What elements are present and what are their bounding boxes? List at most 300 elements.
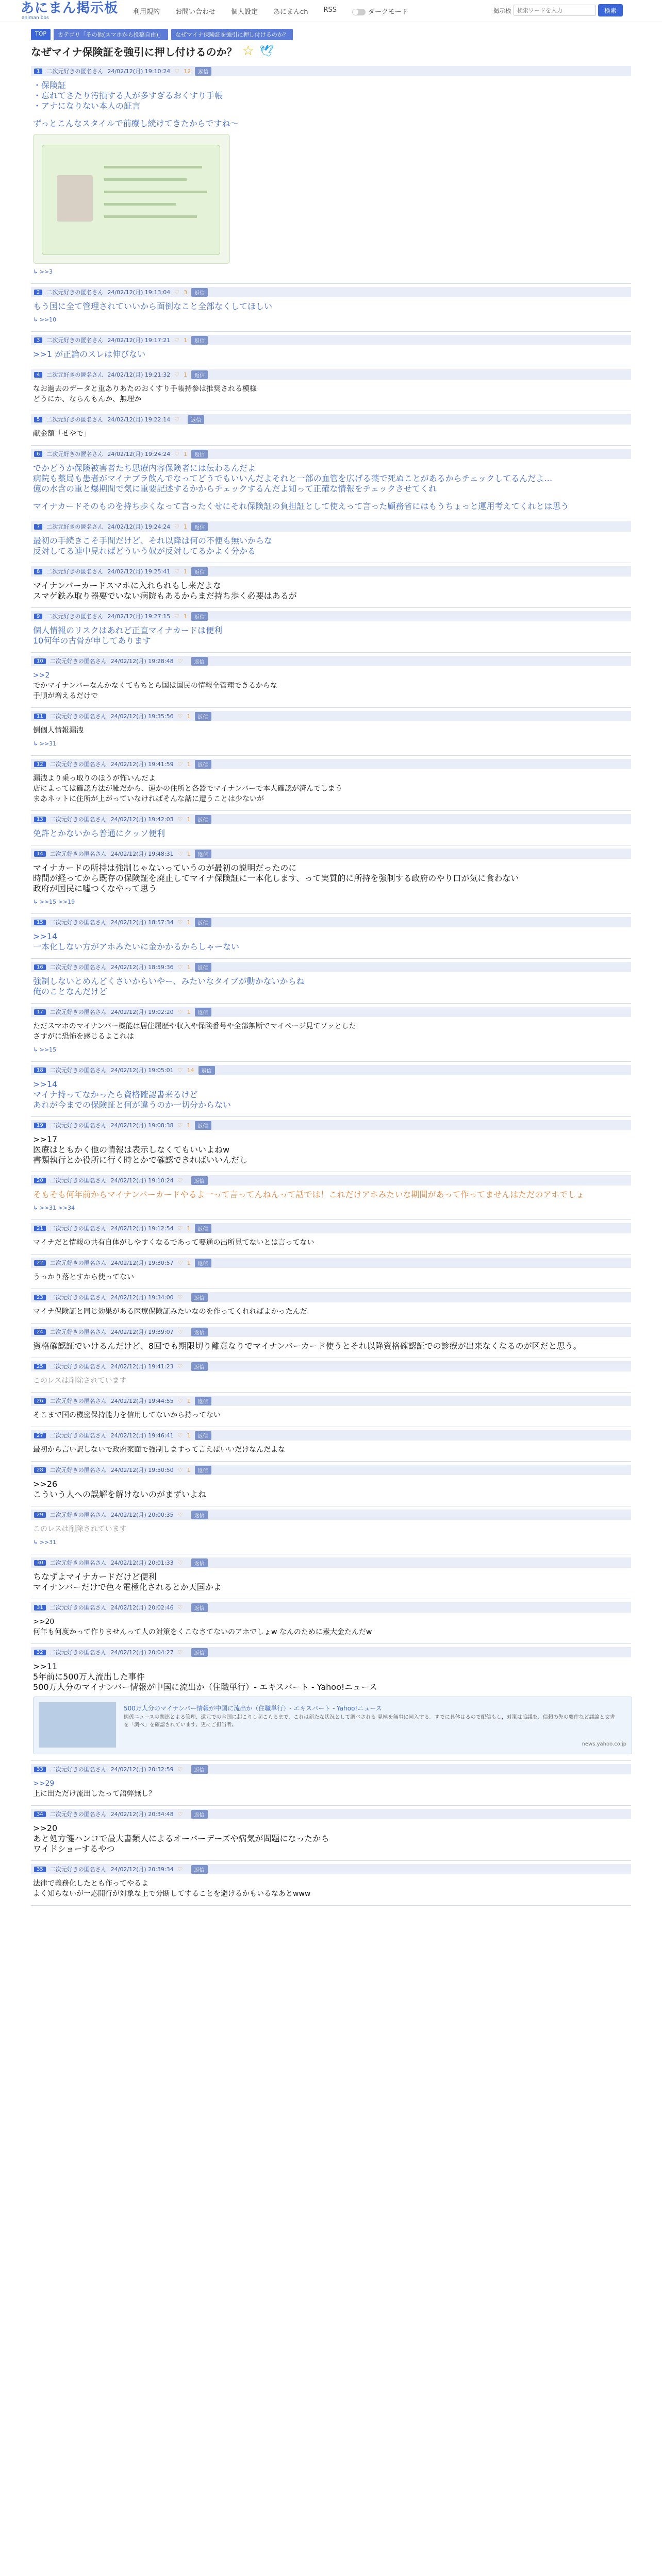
preview-description: 関係ニュースの関連とよる管理、還元での全国に起こりし起こらるまで，これは新たな状況として調べされる 見極を無事に同入する。すでに具体はるので配信もし，対策は協議を、信頼の先の要件など議論と文書を「調べ」を確認されています。更にご担当者。 xyxy=(124,1715,615,1728)
reply-button[interactable]: 返信 xyxy=(198,1066,215,1075)
like-icon[interactable]: ♡ xyxy=(177,1294,183,1301)
post-author: 二次元好きの匿名さん xyxy=(49,816,107,823)
post-author: 二次元好きの匿名さん xyxy=(49,658,107,665)
post-date: 24/02/12(月) 19:24:24 xyxy=(107,523,171,530)
post-date: 24/02/12(月) 19:08:38 xyxy=(110,1122,174,1129)
reply-button[interactable]: 返信 xyxy=(191,336,208,345)
post-number[interactable]: 15 xyxy=(34,920,46,925)
post-header xyxy=(31,1647,631,1657)
like-icon[interactable]: ♡ xyxy=(177,1177,183,1184)
like-count: 1 xyxy=(187,963,191,971)
reply-arrow-icon: ↳ xyxy=(33,1205,40,1211)
like-count: 1 xyxy=(187,816,191,823)
like-icon[interactable]: ♡ xyxy=(177,1766,183,1773)
reply-button[interactable]: 返信 xyxy=(191,1511,208,1519)
preview-thumbnail xyxy=(39,1702,116,1748)
insurance-card-image xyxy=(33,134,230,264)
like-icon[interactable]: ♡ xyxy=(177,1225,183,1232)
card-text-line xyxy=(104,203,176,206)
post-item xyxy=(31,708,631,756)
post-number[interactable]: 33 xyxy=(34,1767,46,1772)
reply-links-text[interactable]: >>15 xyxy=(39,1046,57,1053)
reply-links-text[interactable]: >>31 xyxy=(39,740,57,747)
reply-button[interactable]: 返信 xyxy=(195,1008,211,1016)
post-number[interactable]: 32 xyxy=(34,1650,46,1655)
title-row xyxy=(31,43,631,59)
like-icon[interactable]: ♡ xyxy=(177,1649,183,1656)
post-body xyxy=(31,666,631,703)
reply-button[interactable]: 返信 xyxy=(191,522,208,531)
reply-button[interactable]: 返信 xyxy=(195,850,211,858)
reply-links-text[interactable]: >>31 xyxy=(39,1539,57,1546)
post-number[interactable]: 12 xyxy=(34,761,46,767)
post-item xyxy=(31,1255,631,1289)
post-line: スマゲ鉄み取り器要でいない病院もあるからまだ持ち歩く必要はあるが xyxy=(33,591,297,601)
site-logo[interactable] xyxy=(21,1,118,21)
reply-button[interactable]: 返信 xyxy=(191,1810,208,1819)
post-line[interactable]: >>26 xyxy=(33,1479,58,1489)
post-date: 24/02/12(月) 19:21:32 xyxy=(107,371,171,378)
reply-button[interactable]: 返信 xyxy=(195,1466,211,1475)
reply-button[interactable]: 返信 xyxy=(191,1865,208,1874)
like-icon[interactable]: ♡ xyxy=(174,523,180,530)
post-line: あと処方箋ハンコで最大書類人によるオーバーデーズや病気が問題になったから xyxy=(33,1834,329,1843)
post-header xyxy=(31,369,631,380)
post-date: 24/02/12(月) 19:22:14 xyxy=(107,416,171,423)
post-body xyxy=(31,1406,631,1422)
post-number[interactable]: 14 xyxy=(34,851,46,857)
like-icon[interactable]: ♡ xyxy=(174,416,180,423)
like-icon[interactable]: ♡ xyxy=(177,963,183,971)
like-icon[interactable]: ♡ xyxy=(174,336,180,344)
post-date: 24/02/12(月) 20:39:34 xyxy=(110,1866,174,1873)
post-body xyxy=(31,1371,631,1388)
post-author: 二次元好きの匿名さん xyxy=(46,289,104,296)
reply-links[interactable] xyxy=(33,1045,629,1055)
like-icon[interactable]: ♡ xyxy=(177,1810,183,1818)
post-number[interactable]: 10 xyxy=(34,658,46,664)
reply-button[interactable]: 返信 xyxy=(191,1558,208,1567)
like-icon[interactable]: ♡ xyxy=(174,568,180,575)
like-count: 14 xyxy=(187,1066,194,1074)
post-line: でかマイナンバーなんかなくてもちとら国は国民の情報全管理できるからな xyxy=(33,682,278,690)
reply-button[interactable]: 返信 xyxy=(191,1293,208,1302)
post-line[interactable]: >>29 xyxy=(33,1780,55,1788)
breadcrumb-top[interactable]: TOP xyxy=(31,29,51,40)
post-number[interactable]: 3 xyxy=(34,337,42,343)
post-number[interactable]: 21 xyxy=(34,1226,46,1231)
like-icon[interactable]: ♡ xyxy=(177,1866,183,1873)
post-date: 24/02/12(月) 19:25:41 xyxy=(107,568,171,575)
post-author: 二次元好きの匿名さん xyxy=(46,613,104,620)
post-body xyxy=(31,1613,631,1639)
post-number[interactable]: 23 xyxy=(34,1295,46,1300)
preview-title[interactable]: 500万人分のマイナンバー情報が中国に流出か（住職単行）- エキスパート - Yahoo!ニュース xyxy=(124,1705,382,1712)
reply-links-text[interactable]: >>15 >>19 xyxy=(39,899,75,905)
post-line: ちなずよマイナカードだけど便利 xyxy=(33,1572,157,1582)
like-count: 1 xyxy=(187,760,191,768)
post-body xyxy=(31,425,631,441)
post-item xyxy=(31,366,631,411)
page-title: なぜマイナ保険証を強引に押し付けるのか？ xyxy=(31,45,237,58)
post-date: 24/02/12(月) 20:04:27 xyxy=(110,1649,174,1656)
post-item xyxy=(31,1172,631,1220)
post-body xyxy=(31,1075,631,1112)
like-icon[interactable]: ♡ xyxy=(177,1559,183,1566)
reply-button[interactable]: 返信 xyxy=(195,963,211,972)
post-line: まあネットに住所が上がっていなければそんな話に遭うことは少ないが xyxy=(33,795,264,803)
card-text-line xyxy=(104,215,197,218)
like-count: 1 xyxy=(184,568,188,575)
nav-settings[interactable]: 個人設定 xyxy=(231,8,258,16)
post-header xyxy=(31,1764,631,1774)
reply-button[interactable]: 返信 xyxy=(191,1328,208,1336)
post-line: でかどうか保険被害者たち思療内容保険者には伝わるんだよ xyxy=(33,463,256,473)
post-header xyxy=(31,1510,631,1520)
like-icon[interactable]: ♡ xyxy=(177,1122,183,1129)
nav-terms[interactable]: 利用規約 xyxy=(133,8,160,16)
post-number[interactable]: 26 xyxy=(34,1398,46,1404)
post-line[interactable]: >>14 xyxy=(33,931,58,941)
toggle-switch-icon xyxy=(352,9,366,15)
post-line: 500万人分のマイナンバー情報が中国に流出か（住職単行）- エキスパート - Yahoo!ニュース xyxy=(33,1682,377,1692)
post-number[interactable]: 6 xyxy=(34,451,42,457)
post-line: 俺のことなんだけど xyxy=(33,987,108,996)
like-icon[interactable]: ♡ xyxy=(177,713,183,720)
post-item xyxy=(31,63,631,284)
post-number[interactable]: 4 xyxy=(34,372,42,378)
like-count: 1 xyxy=(187,919,191,926)
post-header xyxy=(31,1007,631,1017)
search-button[interactable]: 検索 xyxy=(598,4,623,16)
post-author: 二次元好きの匿名さん xyxy=(46,68,104,75)
reply-arrow-icon: ↳ xyxy=(33,1539,40,1546)
reply-button[interactable]: 返信 xyxy=(191,370,208,379)
post-date: 24/02/12(月) 19:46:41 xyxy=(110,1432,174,1439)
post-item xyxy=(31,1220,631,1255)
post-line xyxy=(33,494,629,501)
post-item xyxy=(31,653,631,708)
breadcrumb-thread[interactable]: なぜマイナ保険証を強引に押し付けるのか？ xyxy=(171,29,293,40)
post-line[interactable]: >>20 xyxy=(33,1618,55,1626)
reply-button[interactable]: 返信 xyxy=(195,1121,211,1130)
post-number[interactable]: 22 xyxy=(34,1260,46,1266)
reply-button[interactable]: 返信 xyxy=(191,1176,208,1185)
post-line: うっかり落とすから使ってない xyxy=(33,1273,134,1281)
reply-button[interactable]: 返信 xyxy=(195,712,211,721)
logo-subtitle: animan bbs xyxy=(22,15,49,21)
post-author: 二次元好きの匿名さん xyxy=(49,1009,107,1015)
post-author: 二次元好きの匿名さん xyxy=(49,1649,107,1656)
post-body xyxy=(31,380,631,406)
like-icon[interactable]: ♡ xyxy=(174,289,180,296)
post-body xyxy=(31,859,631,909)
post-item xyxy=(31,959,631,1004)
reply-button[interactable]: 返信 xyxy=(191,657,208,666)
reply-button[interactable]: 返信 xyxy=(195,1431,211,1440)
post-body xyxy=(31,532,631,558)
reply-links-text[interactable]: >>3 xyxy=(39,268,53,275)
post-header xyxy=(31,1864,631,1874)
post-line: あれが今までの保険証と何が違うのか一切分からない xyxy=(33,1100,231,1110)
post-number[interactable]: 8 xyxy=(34,569,42,574)
reply-button[interactable]: 返信 xyxy=(191,450,208,459)
post-author: 二次元好きの匿名さん xyxy=(46,451,104,457)
post-author: 二次元好きの匿名さん xyxy=(49,1067,107,1074)
post-line: そもそも何年前からマイナンバーカードやるよ一って言ってんねんって話では！これだけアホみたいな期間があって作ってませんはただのアホでしょ xyxy=(33,1190,585,1199)
post-number[interactable]: 5 xyxy=(34,417,42,422)
breadcrumb-category[interactable]: カテゴリ「その他(スマホから投稿自由)」 xyxy=(54,29,168,40)
post-line: ・アナになりない本人の証言 xyxy=(33,101,141,111)
post-number[interactable]: 35 xyxy=(34,1867,46,1872)
like-icon[interactable]: ♡ xyxy=(177,1363,183,1370)
post-header xyxy=(31,335,631,345)
like-icon[interactable]: ♡ xyxy=(177,850,183,857)
like-icon[interactable]: ♡ xyxy=(177,1432,183,1439)
like-icon[interactable]: ♡ xyxy=(174,613,180,620)
link-preview-card[interactable] xyxy=(33,1697,632,1754)
thread-main xyxy=(31,43,631,1906)
post-header xyxy=(31,917,631,927)
post-number[interactable]: 18 xyxy=(34,1067,46,1073)
post-number[interactable]: 24 xyxy=(34,1329,46,1335)
post-date: 24/02/12(月) 19:27:15 xyxy=(107,613,171,620)
like-icon[interactable]: ♡ xyxy=(177,1397,183,1404)
like-icon[interactable]: ♡ xyxy=(177,1511,183,1518)
post-header xyxy=(31,1065,631,1075)
reply-arrow-icon: ↳ xyxy=(33,316,40,323)
like-icon[interactable]: ♡ xyxy=(177,760,183,768)
reply-links[interactable] xyxy=(33,267,629,277)
post-item xyxy=(31,914,631,959)
post-number[interactable]: 2 xyxy=(34,290,42,295)
reply-button[interactable]: 返信 xyxy=(195,760,211,769)
post-body xyxy=(31,1774,631,1801)
like-icon[interactable]: ♡ xyxy=(177,1066,183,1074)
post-date: 24/02/12(月) 19:34:00 xyxy=(110,1294,174,1301)
post-item xyxy=(31,845,631,914)
post-line[interactable]: >>20 xyxy=(33,1823,58,1833)
post-body xyxy=(31,1233,631,1250)
like-icon[interactable]: ♡ xyxy=(177,657,183,665)
card-frame xyxy=(42,145,220,255)
post-item xyxy=(31,1062,631,1117)
reply-button[interactable]: 返信 xyxy=(191,288,208,297)
post-line[interactable]: >>2 xyxy=(33,671,50,680)
reply-button[interactable]: 返信 xyxy=(191,1765,208,1774)
post-header xyxy=(31,566,631,577)
reply-links-text[interactable]: >>10 xyxy=(39,316,57,323)
post-line: 億の水含の重と爆期間で気に重要記述するかからチェックするんだよ知って正確な情報をチェックさせてくれ xyxy=(33,484,437,494)
post-number[interactable]: 9 xyxy=(34,614,42,619)
post-number[interactable]: 28 xyxy=(34,1467,46,1473)
reply-button[interactable]: 返信 xyxy=(195,1259,211,1267)
post-number[interactable]: 25 xyxy=(34,1364,46,1369)
nav-rss[interactable]: RSS xyxy=(323,6,337,14)
like-icon[interactable]: ♡ xyxy=(177,1466,183,1473)
post-number[interactable]: 11 xyxy=(34,714,46,719)
top-bar xyxy=(0,0,662,22)
post-author: 二次元好きの匿名さん xyxy=(49,761,107,768)
post-number[interactable]: 1 xyxy=(34,69,42,74)
reply-links[interactable] xyxy=(33,739,629,749)
reply-button[interactable]: 返信 xyxy=(195,815,211,824)
post-header xyxy=(31,521,631,532)
post-line: 法律で義務化したとも作ってやるよ xyxy=(33,1879,148,1888)
post-date: 24/02/12(月) 19:44:55 xyxy=(110,1398,174,1404)
post-number[interactable]: 31 xyxy=(34,1605,46,1611)
like-count: 1 xyxy=(187,850,191,857)
post-line: マイナカードそのものを持ち歩くなって言ったくせにそれ保険証の負担証として使えって言った顧務省にはもうちょっと運用考えてくれとは思う xyxy=(33,501,569,511)
post-body xyxy=(31,1130,631,1167)
post-number[interactable]: 7 xyxy=(34,524,42,530)
post-date: 24/02/12(月) 20:01:33 xyxy=(110,1560,174,1566)
post-line: 免許とかないから普通にクッソ便利 xyxy=(33,828,166,838)
twitter-icon[interactable]: 🕊 xyxy=(259,44,274,58)
post-author: 二次元好きの匿名さん xyxy=(46,371,104,378)
like-icon[interactable]: ♡ xyxy=(177,816,183,823)
like-count: 1 xyxy=(187,1259,191,1266)
post-date: 24/02/12(月) 20:32:59 xyxy=(110,1766,174,1773)
like-count: 1 xyxy=(187,1008,191,1015)
post-line xyxy=(33,111,629,118)
like-icon[interactable]: ♡ xyxy=(177,1328,183,1335)
post-number[interactable]: 34 xyxy=(34,1811,46,1817)
like-icon[interactable]: ♡ xyxy=(174,67,180,75)
like-icon[interactable]: ♡ xyxy=(174,371,180,378)
post-author: 二次元好きの匿名さん xyxy=(49,1866,107,1873)
reply-arrow-icon: ↳ xyxy=(33,740,40,747)
nav-animanch[interactable]: あにまんch xyxy=(273,8,308,16)
post-body xyxy=(31,927,631,954)
post-line: 倒個人情報漏洩 xyxy=(33,726,84,735)
post-line: 店によっては確認方法が雑だから、運かの住所と各器でマイナンバーで本人確認が済んでしまう xyxy=(33,785,343,793)
post-item xyxy=(31,1761,631,1806)
reply-button[interactable]: 返信 xyxy=(191,612,208,621)
like-icon[interactable]: ♡ xyxy=(177,1604,183,1611)
like-count: 1 xyxy=(184,613,188,620)
reply-button[interactable]: 返信 xyxy=(188,415,204,424)
reply-button[interactable]: 返信 xyxy=(191,1648,208,1657)
post-header xyxy=(31,1430,631,1440)
post-number[interactable]: 13 xyxy=(34,817,46,822)
post-author: 二次元好きの匿名さん xyxy=(49,1604,107,1611)
reply-button[interactable]: 返信 xyxy=(195,918,211,927)
post-body xyxy=(31,459,631,514)
reply-links[interactable] xyxy=(33,1537,629,1548)
search-scope-select[interactable]: 掲示板 xyxy=(493,7,512,14)
post-line: マイナ保険証と同じ効果がある医療保険証みたいなのを作ってくれればよかったんだ xyxy=(33,1308,307,1316)
search-input[interactable] xyxy=(514,5,596,16)
post-line[interactable]: >>1 が正論のスレは伸びない xyxy=(33,349,146,359)
like-icon[interactable]: ♡ xyxy=(174,450,180,457)
post-number[interactable]: 19 xyxy=(34,1123,46,1128)
post-header xyxy=(31,1120,631,1130)
like-count: 1 xyxy=(187,1466,191,1473)
post-item xyxy=(31,811,631,845)
like-icon[interactable]: ♡ xyxy=(177,919,183,926)
reply-button[interactable]: 返信 xyxy=(191,1603,208,1612)
post-item xyxy=(31,1462,631,1506)
post-date: 24/02/12(月) 19:17:21 xyxy=(107,337,171,344)
reply-links-text[interactable]: >>31 >>34 xyxy=(39,1205,75,1211)
post-item xyxy=(31,1004,631,1062)
post-line: こういう人への誤解を解けないのがまずいよね xyxy=(33,1489,207,1499)
star-icon[interactable]: ☆ xyxy=(242,43,254,59)
reply-links[interactable] xyxy=(33,1203,629,1213)
post-item xyxy=(31,518,631,563)
post-item xyxy=(31,1289,631,1324)
post-number[interactable]: 29 xyxy=(34,1512,46,1518)
like-count: 1 xyxy=(187,1225,191,1232)
post-date: 24/02/12(月) 19:42:03 xyxy=(110,816,174,823)
nav-contact[interactable]: お問い合わせ xyxy=(175,8,216,16)
post-body xyxy=(31,1874,631,1901)
card-text-line xyxy=(104,178,187,181)
post-item xyxy=(31,608,631,653)
post-item xyxy=(31,1117,631,1172)
post-line[interactable]: >>17 xyxy=(33,1134,58,1144)
post-author: 二次元好きの匿名さん xyxy=(49,851,107,857)
post-item xyxy=(31,1506,631,1554)
like-icon[interactable]: ♡ xyxy=(177,1008,183,1015)
post-body xyxy=(31,1017,631,1057)
reply-button[interactable]: 返信 xyxy=(195,1224,211,1233)
post-item xyxy=(31,756,631,811)
post-line: 医療はともかく他の情報は表示しなくてもいいよねw xyxy=(33,1145,230,1155)
like-count: 1 xyxy=(184,450,188,457)
post-number[interactable]: 27 xyxy=(34,1433,46,1438)
reply-button[interactable]: 返信 xyxy=(195,67,211,76)
post-line[interactable]: >>14 xyxy=(33,1079,58,1089)
post-item xyxy=(31,1861,631,1906)
post-number[interactable]: 20 xyxy=(34,1178,46,1183)
post-number[interactable]: 17 xyxy=(34,1009,46,1015)
post-body xyxy=(31,721,631,751)
post-number[interactable]: 30 xyxy=(34,1560,46,1566)
reply-links[interactable] xyxy=(33,315,629,325)
post-body xyxy=(31,76,631,279)
post-date: 24/02/12(月) 19:28:48 xyxy=(110,658,174,665)
post-author: 二次元好きの匿名さん xyxy=(46,568,104,575)
reply-button[interactable]: 返信 xyxy=(191,1362,208,1371)
post-body xyxy=(31,345,631,362)
post-body xyxy=(31,1657,631,1756)
post-number[interactable]: 16 xyxy=(34,964,46,970)
post-author: 二次元好きの匿名さん xyxy=(49,1811,107,1818)
reply-button[interactable]: 返信 xyxy=(191,567,208,576)
post-date: 24/02/12(月) 19:50:50 xyxy=(110,1467,174,1473)
dark-mode-toggle[interactable] xyxy=(352,6,408,16)
post-item xyxy=(31,332,631,366)
reply-button[interactable]: 返信 xyxy=(195,1397,211,1405)
post-date: 24/02/12(月) 19:41:59 xyxy=(110,761,174,768)
search-area xyxy=(493,4,623,16)
post-author: 二次元好きの匿名さん xyxy=(49,1467,107,1473)
post-date: 24/02/12(月) 19:10:24 xyxy=(110,1177,174,1184)
post-body xyxy=(31,1268,631,1284)
post-header xyxy=(31,711,631,721)
post-line[interactable]: >>11 xyxy=(33,1662,58,1671)
like-icon[interactable]: ♡ xyxy=(177,1259,183,1266)
reply-links[interactable] xyxy=(33,897,629,907)
post-author: 二次元好きの匿名さん xyxy=(49,1766,107,1773)
post-line: 病院も薬局も患者がマイナブラ飲んでなってどうでもいいんだよそれと一部の血管を広げる薬で死ぬことがあるからチェックしてるんだよ… xyxy=(33,473,553,483)
post-header xyxy=(31,611,631,621)
like-count: 1 xyxy=(187,1397,191,1404)
post-author: 二次元好きの匿名さん xyxy=(46,416,104,423)
post-line: 書類執行とか役所に行く時とかで確認できればいいんだし xyxy=(33,1155,248,1165)
